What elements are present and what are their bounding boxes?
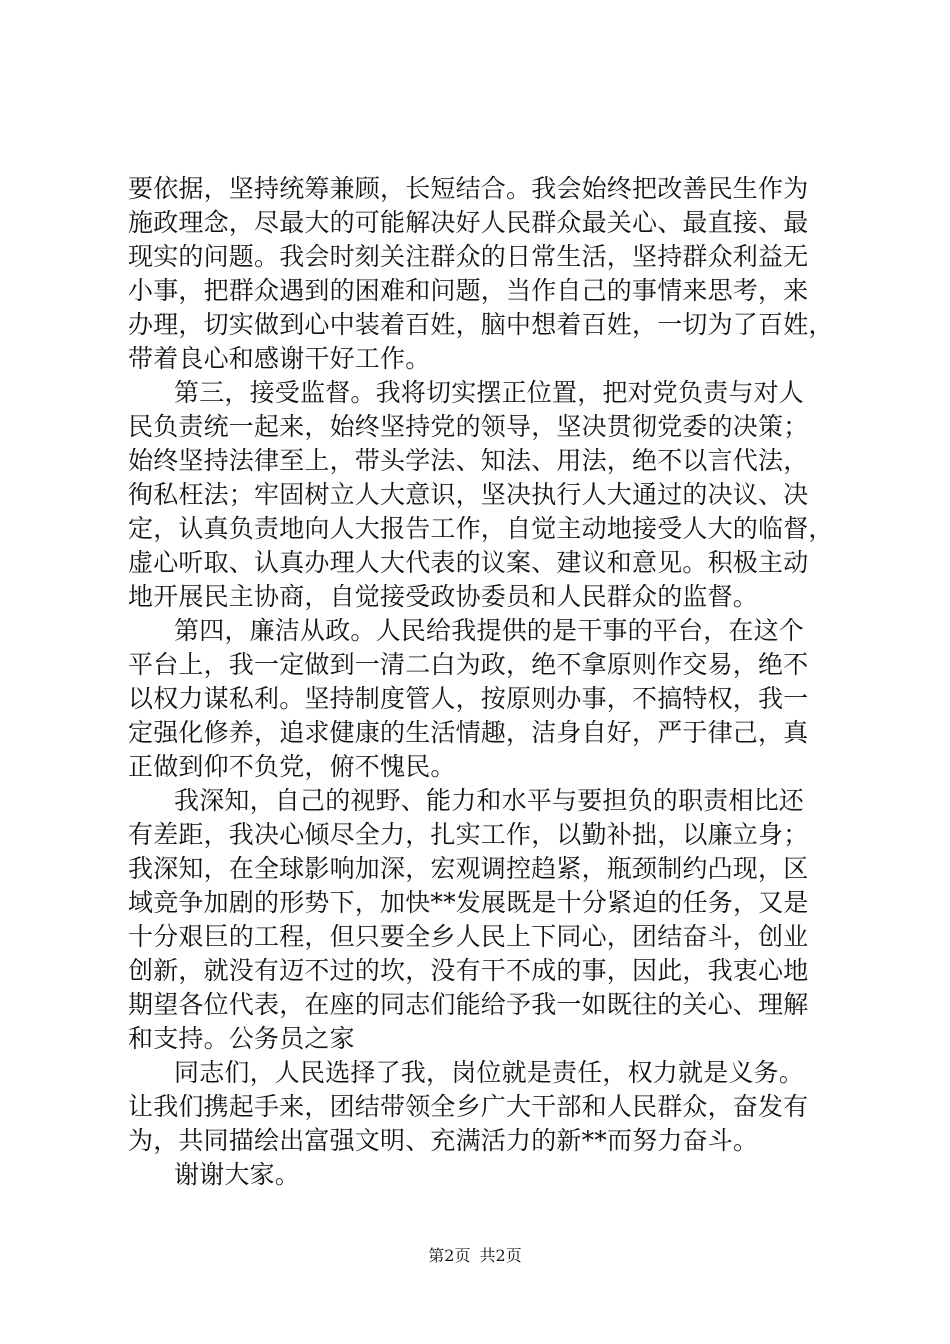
text-line: 正做到仰不负党，俯不愧民。 [128,752,456,781]
text-line: 创新，就没有迈不过的坎，没有干不成的事，因此，我衷心地 [128,956,809,985]
text-line: 徇私枉法；牢固树立人大意识，坚决执行人大通过的决议、决 [128,480,809,509]
text-line: 施政理念，尽最大的可能解决好人民群众最关心、最直接、最 [128,208,809,237]
text-line: 有差距，我决心倾尽全力，扎实工作，以勤补拙，以廉立身； [128,820,809,849]
text-line: 同志们，人民选择了我，岗位就是责任，权力就是义务。 [174,1058,805,1087]
paragraph [128,784,828,1056]
page-number: 第2页 [428,1246,471,1265]
page-total: 共2页 [479,1246,522,1265]
paragraph [128,376,834,614]
text-line: 让我们携起手来，团结带领全乡广大干部和人民群众，奋发有 [128,1092,809,1121]
text-line: 我深知，自己的视野、能力和水平与要担负的职责相比还 [174,786,805,815]
text-line: 办理，切实做到心中装着百姓，脑中想着百姓，一切为了百姓， [128,310,834,339]
paragraph [128,1158,828,1192]
text-line: 期望各位代表，在座的同志们能给予我一如既往的关心、理解 [128,990,809,1019]
text-line: 带着良心和感谢干好工作。 [128,344,431,373]
text-line: 以权力谋私利。坚持制度管人，按原则办事，不搞特权，我一 [128,684,809,713]
text-line: 平台上，我一定做到一清二白为政，绝不拿原则作交易，绝不 [128,650,809,679]
text-line: 和支持。公务员之家 [128,1024,355,1053]
paragraph [128,172,834,376]
text-line: 第三，接受监督。我将切实摆正位置，把对党负责与对人 [174,378,805,407]
paragraph [128,614,828,784]
text-line: 虚心听取、认真办理人大代表的议案、建议和意见。积极主动 [128,548,809,577]
text-line: 十分艰巨的工程，但只要全乡人民上下同心，团结奋斗，创业 [128,922,809,951]
text-line: 定，认真负责地向人大报告工作，自觉主动地接受人大的临督， [128,514,834,543]
text-line: 要依据，坚持统筹兼顾，长短结合。我会始终把改善民生作为 [128,174,809,203]
text-line: 定强化修养，追求健康的生活情趣，洁身自好，严于律己，真 [128,718,809,747]
text-line: 始终坚持法律至上，带头学法、知法、用法，绝不以言代法， [128,446,809,475]
page-footer [0,1246,950,1266]
text-line: 为，共同描绘出富强文明、充满活力的新**而努力奋斗。 [128,1126,759,1155]
text-line: 谢谢大家。 [174,1160,301,1189]
text-line: 域竞争加剧的形势下，加快**发展既是十分紧迫的任务，又是 [128,888,809,917]
document-body [128,172,834,1192]
text-line: 第四，廉洁从政。人民给我提供的是干事的平台，在这个 [174,616,805,645]
text-line: 小事，把群众遇到的困难和问题，当作自己的事情来思考，来 [128,276,809,305]
text-line: 民负责统一起来，始终坚持党的领导，坚决贯彻党委的决策； [128,412,809,441]
paragraph [128,1056,828,1158]
text-line: 我深知，在全球影响加深，宏观调控趋紧，瓶颈制约凸现，区 [128,854,809,883]
text-line: 现实的问题。我会时刻关注群众的日常生活，坚持群众利益无 [128,242,809,271]
text-line: 地开展民主协商，自觉接受政协委员和人民群众的监督。 [128,582,759,611]
